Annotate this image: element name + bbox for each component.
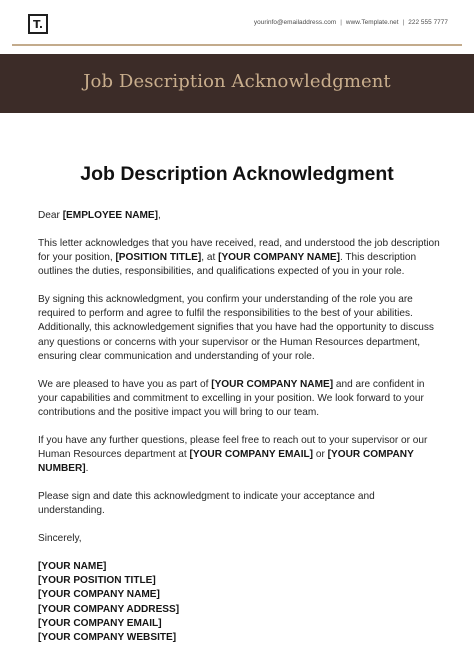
position-title-placeholder: [POSITION TITLE] bbox=[115, 252, 202, 263]
salutation-suffix: , bbox=[158, 210, 161, 221]
salutation bbox=[38, 209, 440, 223]
template-logo-icon[interactable] bbox=[28, 14, 48, 34]
paragraph3-text: We are pleased to have you as part of bbox=[38, 378, 212, 390]
signature-address: [YOUR COMPANY ADDRESS] bbox=[38, 603, 180, 615]
signature-block bbox=[38, 560, 440, 645]
document-title: Job Description Acknowledgment bbox=[80, 163, 394, 185]
paragraph1-text: . This description outlines the duties, responsibilities, and qualifications expected of you in your role. bbox=[38, 252, 417, 278]
paragraph-confirmation: By signing this acknowledgment, you confirm your understanding of the role you are required to perform and agree to fulfil the responsibilities to the best of your abilities. Additionally, this acknowledgement signifies that you have had the opportunity to discuss any questions or concerns with your supervisor or the Human Resources department, ensuring clear communication and understanding of your role. bbox=[38, 294, 434, 362]
paragraph4-text: . bbox=[85, 463, 89, 475]
letter-body bbox=[38, 209, 440, 645]
title-banner bbox=[0, 54, 474, 113]
contact-phone: 222 555 7777 bbox=[408, 19, 448, 26]
closing: Sincerely, bbox=[38, 533, 82, 545]
contact-email[interactable]: yourinfo@emailaddress.com bbox=[253, 19, 337, 26]
signature-email: [YOUR COMPANY EMAIL] bbox=[38, 617, 162, 629]
employee-name-placeholder: [EMPLOYEE NAME] bbox=[62, 210, 159, 221]
header-bar bbox=[0, 0, 474, 46]
paragraph-sign-request: Please sign and date this acknowledgment to indicate your acceptance and understanding. bbox=[38, 491, 375, 517]
contact-info bbox=[254, 19, 448, 26]
company-number-placeholder: [YOUR COMPANY NUMBER] bbox=[38, 449, 414, 475]
paragraph-questions bbox=[38, 434, 440, 477]
salutation-prefix: Dear bbox=[38, 210, 63, 221]
signature-website: [YOUR COMPANY WEBSITE] bbox=[38, 632, 177, 644]
banner-title: Job Description Acknowledgment bbox=[83, 71, 391, 92]
signature-name: [YOUR NAME] bbox=[38, 561, 107, 573]
paragraph1-text: , at bbox=[201, 252, 219, 263]
paragraph4-text: If you have any further questions, please feel free to reach out to your supervisor or our Human Resources department at bbox=[38, 434, 428, 461]
signature-position: [YOUR POSITION TITLE] bbox=[38, 575, 156, 587]
contact-website[interactable]: www.Template.net bbox=[345, 19, 399, 26]
paragraph3-text: and are confident in your capabilities and commitment to excelling in your position. We look forward to your contributions and the positive impact you will bring to our team. bbox=[38, 378, 425, 419]
paragraph-welcome bbox=[38, 378, 440, 421]
contact-separator: | bbox=[402, 19, 405, 26]
company-name-placeholder: [YOUR COMPANY NAME] bbox=[218, 252, 340, 263]
company-email-placeholder: [YOUR COMPANY EMAIL] bbox=[189, 449, 314, 461]
company-name-placeholder: [YOUR COMPANY NAME] bbox=[211, 378, 334, 390]
header-divider bbox=[12, 44, 462, 46]
contact-separator: | bbox=[340, 19, 342, 26]
logo-letter: T. bbox=[32, 17, 43, 31]
paragraph1-text: This letter acknowledges that you have received, read, and understood the job description for your position, bbox=[38, 237, 440, 263]
paragraph-acknowledgement bbox=[38, 237, 440, 280]
signature-company: [YOUR COMPANY NAME] bbox=[38, 589, 160, 601]
paragraph4-text: or bbox=[313, 449, 328, 461]
